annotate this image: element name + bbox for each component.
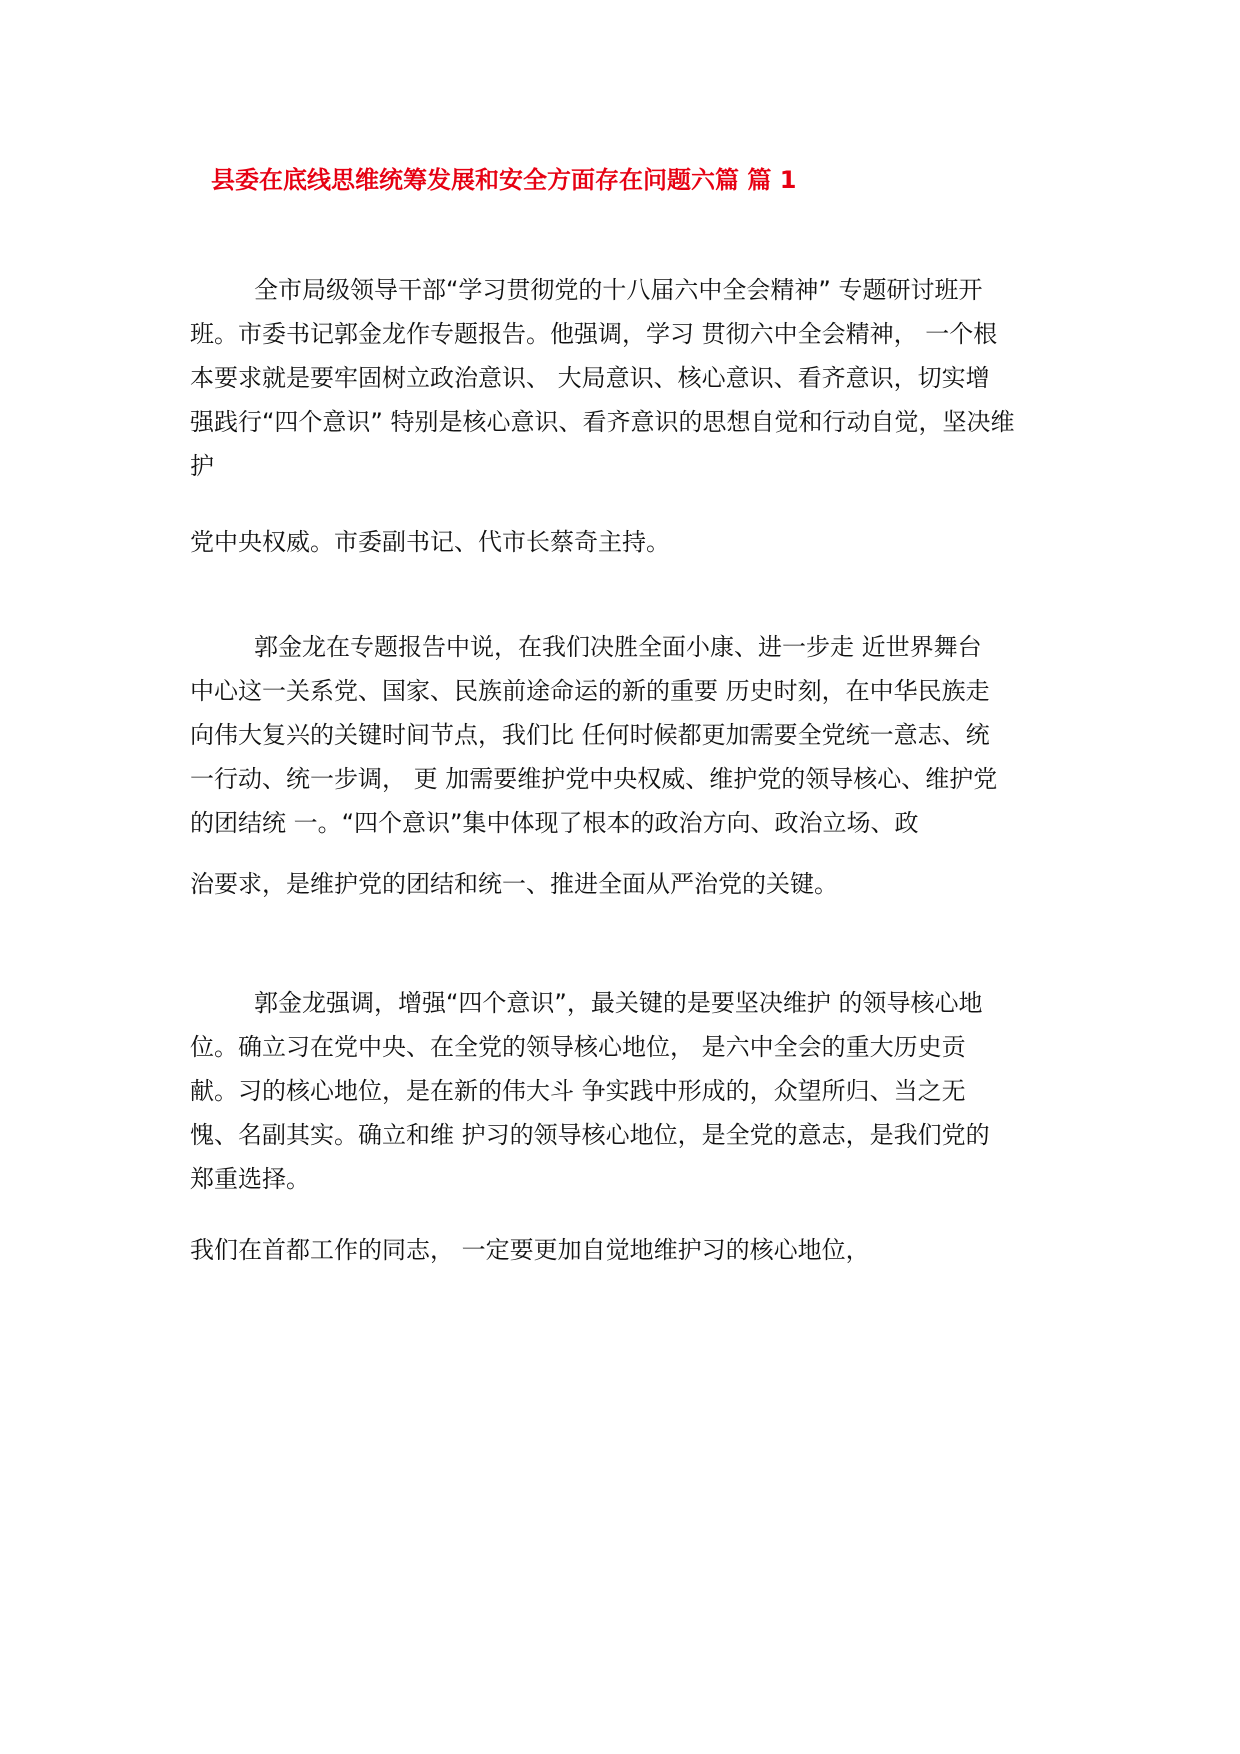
paragraph-1 xyxy=(190,268,1090,488)
paragraph-line: 我们在首都工作的同志， 一定要更加自觉地维护习的核心地位， xyxy=(190,1236,870,1264)
paragraph-line: 党中央权威。市委副书记、代市长蔡奇主持。 xyxy=(190,528,670,556)
paragraph-line: 向伟大复兴的关键时间节点，我们比 任何时候都更加需要全党统一意志、统 xyxy=(190,721,990,749)
paragraph-line: 护 xyxy=(190,452,214,480)
paragraph-line: 献。习的核心地位，是在新的伟大斗 争实践中形成的，众望所归、当之无 xyxy=(190,1077,966,1105)
paragraph-line: 郭金龙在专题报告中说，在我们决胜全面小康、进一步走 近世界舞台 xyxy=(254,633,982,661)
document-title: 县委在底线思维统筹发展和安全方面存在问题六篇 篇 1 xyxy=(211,166,797,194)
paragraph-2 xyxy=(190,625,1090,845)
paragraph-line: 中心这一关系党、国家、民族前途命运的新的重要 历史时刻，在中华民族走 xyxy=(190,677,990,705)
paragraph-3 xyxy=(190,981,1090,1201)
paragraph-line: 的团结统 一。“四个意识”集中体现了根本的政治方向、政治立场、政 xyxy=(190,809,919,837)
paragraph-line: 郭金龙强调，增强“四个意识”，最关键的是要坚决维护 的领导核心地 xyxy=(254,989,983,1017)
paragraph-line: 本要求就是要牢固树立政治意识、 大局意识、核心意识、看齐意识，切实增 xyxy=(190,364,990,392)
paragraph-line: 郑重选择。 xyxy=(190,1165,310,1193)
paragraph-line: 班。市委书记郭金龙作专题报告。他强调，学习 贯彻六中全会精神， 一个根 xyxy=(190,320,998,348)
paragraph-1-continued xyxy=(190,520,1090,564)
paragraph-2-continued xyxy=(190,862,1090,906)
paragraph-line: 一行动、统一步调， 更 加需要维护党中央权威、维护党的领导核心、维护党 xyxy=(190,765,998,793)
paragraph-line: 强践行“四个意识” 特别是核心意识、看齐意识的思想自觉和行动自觉，坚决维 xyxy=(190,408,1015,436)
paragraph-line: 全市局级领导干部“学习贯彻党的十八届六中全会精神” 专题研讨班开 xyxy=(254,276,983,304)
paragraph-line: 愧、名副其实。确立和维 护习的领导核心地位，是全党的意志，是我们党的 xyxy=(190,1121,990,1149)
paragraph-line: 治要求，是维护党的团结和统一、推进全面从严治党的关键。 xyxy=(190,870,838,898)
paragraph-line: 位。确立习在党中央、在全党的领导核心地位， 是六中全会的重大历史贡 xyxy=(190,1033,966,1061)
paragraph-4 xyxy=(190,1228,1090,1272)
